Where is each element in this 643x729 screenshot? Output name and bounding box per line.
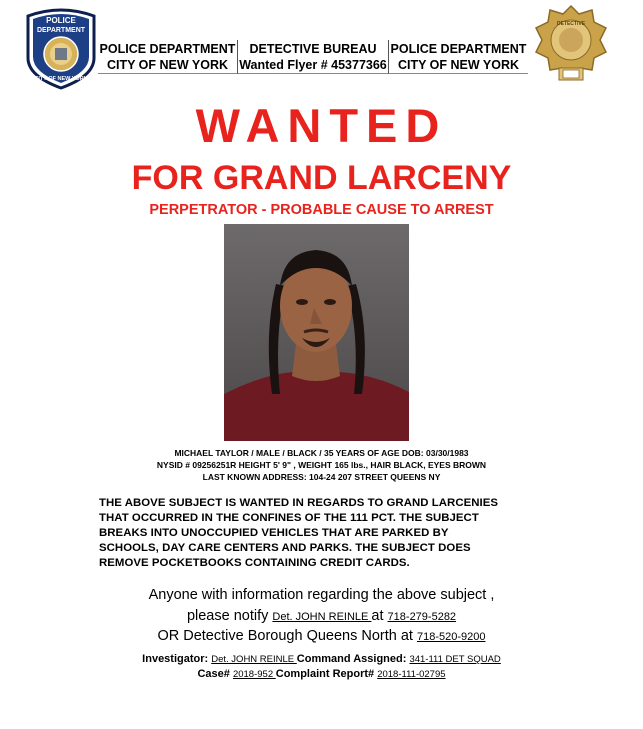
details-line: REMOVE POCKETBOOKS CONTAINING CREDIT CARDS. (99, 557, 410, 569)
subject-address-line: LAST KNOWN ADDRESS: 104-24 207 STREET QUEENS NY (202, 472, 441, 482)
suspect-photo (224, 224, 409, 441)
case-details-paragraph (99, 496, 549, 571)
contact-line-1: Anyone with information regarding the above subject , (148, 587, 495, 603)
case-line (0, 666, 643, 683)
investigator-label: Investigator: (142, 653, 212, 665)
header-col-right-line2: CITY OF NEW YORK (397, 58, 520, 72)
details-line: THAT OCCURRED IN THE CONFINES OF THE 111 PCT. THE SUBJECT (99, 512, 479, 524)
header-col-middle (238, 40, 389, 74)
detective-phone-link[interactable]: 718-279-5282 (387, 611, 457, 623)
contact-line-3 (0, 626, 643, 648)
detective-name-link[interactable]: Det. JOHN REINLE (272, 611, 372, 623)
borough-phone-link[interactable]: 718-520-9200 (417, 631, 486, 643)
complaint-value[interactable]: 2018-111-02795 (377, 669, 446, 680)
detective-badge-logo (532, 2, 610, 98)
investigator-value[interactable]: Det. JOHN REINLE (211, 654, 297, 665)
complaint-label: Complaint Report# (275, 668, 378, 680)
details-line: BREAKS INTO UNOCCUPIED VEHICLES THAT ARE PARKED BY (99, 527, 449, 539)
borough-contact-text: OR Detective Borough Queens North at (157, 628, 417, 644)
command-label: Command Assigned: (296, 653, 410, 665)
probable-cause-subtitle: PERPETRATOR - PROBABLE CAUSE TO ARREST (149, 202, 494, 218)
command-value[interactable]: 341-111 DET SQUAD (409, 654, 501, 665)
wanted-title: WANTED (195, 99, 448, 152)
header-columns (98, 40, 528, 74)
header-col-left (98, 40, 238, 74)
contact-prefix: please notify (186, 608, 273, 624)
nypd-patch-logo (22, 6, 100, 90)
header-col-right-line1: POLICE DEPARTMENT (390, 42, 527, 56)
patch-text-city: CITY OF NEW YORK (34, 76, 88, 82)
case-label: Case# (197, 668, 233, 680)
contact-at: at (371, 608, 388, 624)
patch-text-top: POLICE (46, 16, 76, 25)
subject-physical-line: NYSID # 09256251R HEIGHT 5' 9" , WEIGHT 165 lbs., HAIR BLACK, EYES BROWN (156, 460, 487, 470)
details-line: SCHOOLS, DAY CARE CENTERS AND PARKS. THE SUBJECT DOES (99, 542, 471, 554)
case-value[interactable]: 2018-952 (232, 669, 276, 680)
badge-text: DETECTIVE (556, 21, 586, 27)
patch-text-mid: DEPARTMENT (36, 27, 86, 34)
wanted-flyer-number: Wanted Flyer # 45377366 (239, 58, 387, 72)
header-col-middle-line1: DETECTIVE BUREAU (249, 42, 377, 56)
subject-identity-line: MICHAEL TAYLOR / MALE / BLACK / 35 YEARS OF AGE DOB: 03/30/1983 (174, 448, 469, 458)
crime-title: FOR GRAND LARCENY (131, 159, 512, 197)
header-col-left-line1: POLICE DEPARTMENT (99, 42, 236, 56)
details-line: THE ABOVE SUBJECT IS WANTED IN REGARDS TO GRAND LARCENIES (99, 497, 499, 509)
contact-line-2 (0, 606, 643, 628)
header-col-right (389, 40, 528, 74)
header-col-left-line2: CITY OF NEW YORK (106, 58, 229, 72)
